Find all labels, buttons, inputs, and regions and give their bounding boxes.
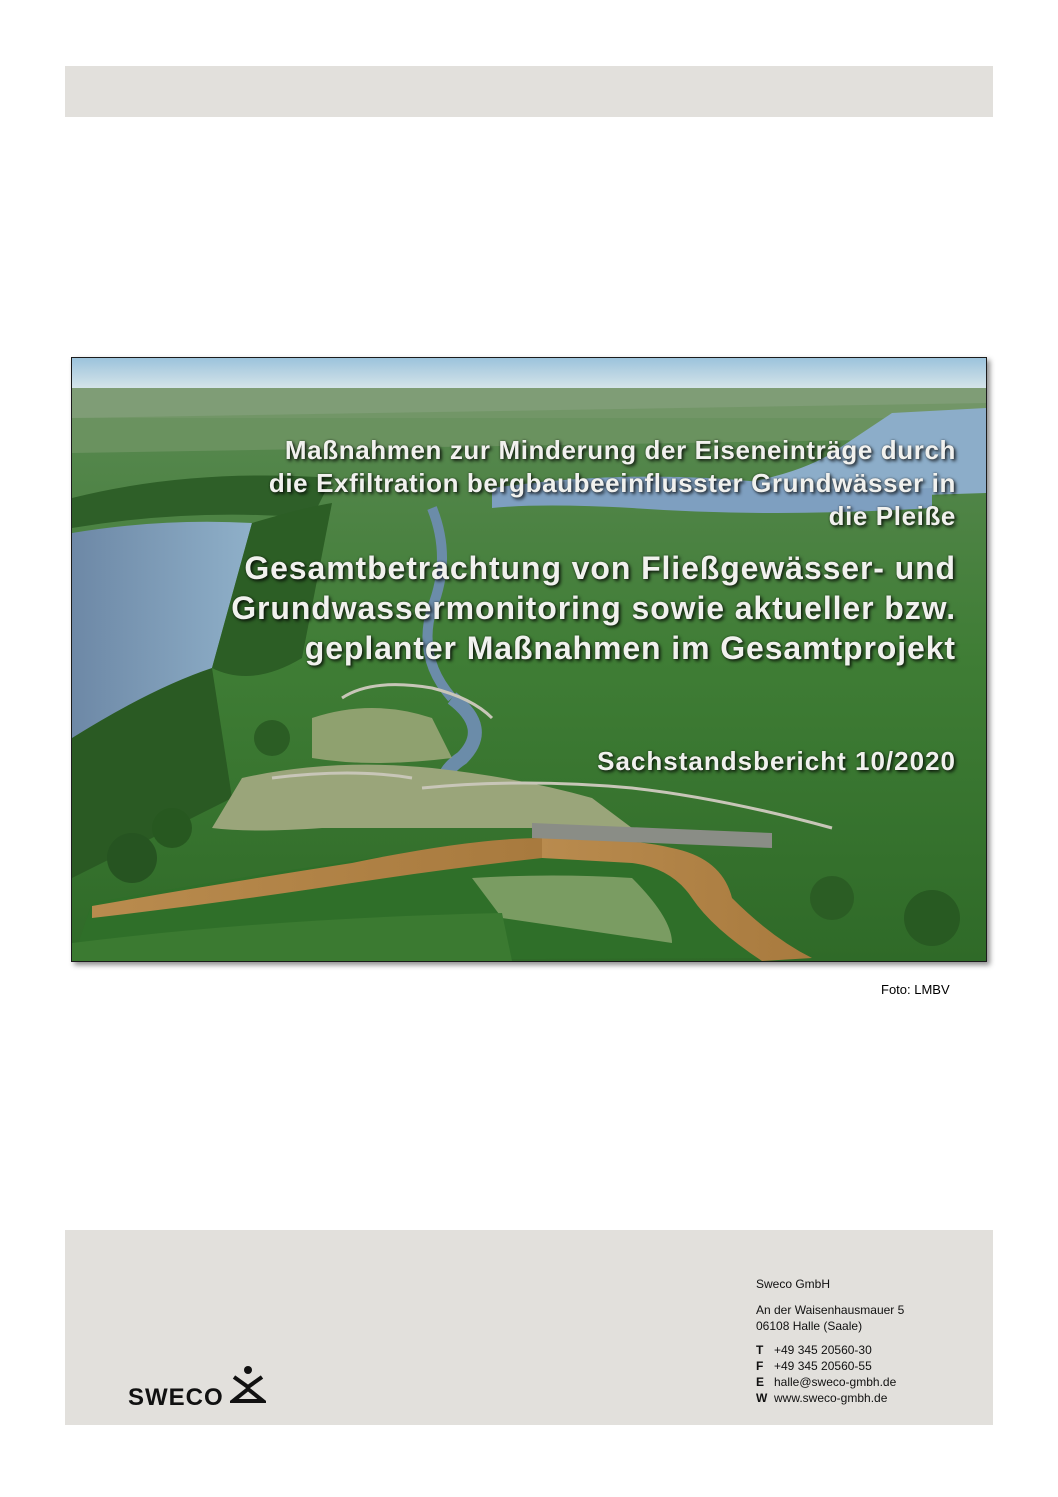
contact-value[interactable]: halle@sweco-gmbh.de bbox=[774, 1375, 897, 1389]
subtitle-line: Maßnahmen zur Minderung der Eiseneinträge durch bbox=[284, 435, 956, 465]
contact-fax bbox=[756, 1358, 904, 1374]
title-line: Grundwassermonitoring sowie aktueller bzw. bbox=[231, 590, 956, 626]
company-address bbox=[756, 1276, 904, 1406]
contact-email bbox=[756, 1374, 904, 1390]
report-label: Sachstandsbericht 10/2020 bbox=[597, 746, 956, 776]
footer-band bbox=[65, 1230, 993, 1425]
contact-value: +49 345 20560-30 bbox=[774, 1343, 872, 1357]
address-line: An der Waisenhausmauer 5 bbox=[756, 1303, 905, 1317]
cover-text-overlay bbox=[72, 358, 986, 961]
cover-title bbox=[126, 548, 956, 668]
company-name: Sweco GmbH bbox=[756, 1277, 831, 1291]
contact-phone bbox=[756, 1342, 904, 1358]
sweco-logo bbox=[128, 1365, 266, 1412]
contact-key: T bbox=[756, 1343, 764, 1357]
contact-value[interactable]: www.sweco-gmbh.de bbox=[774, 1391, 888, 1405]
contact-web bbox=[756, 1390, 904, 1406]
cover-subtitle bbox=[156, 434, 956, 533]
contact-key: E bbox=[756, 1375, 765, 1389]
subtitle-line: die Pleiße bbox=[828, 501, 956, 531]
contact-list bbox=[756, 1342, 904, 1406]
street-address bbox=[756, 1302, 904, 1334]
photo-credit: Foto: LMBV bbox=[881, 982, 950, 997]
address-line: 06108 Halle (Saale) bbox=[756, 1319, 863, 1333]
logo-text: SWECO bbox=[128, 1384, 224, 1411]
title-line: Gesamtbetrachtung von Fließgewässer- und bbox=[244, 550, 956, 586]
title-line: geplanter Maßnahmen im Gesamtprojekt bbox=[304, 630, 956, 666]
cover-photo bbox=[71, 357, 987, 962]
subtitle-line: die Exfiltration bergbaubeeinflusster Grundwässer in bbox=[268, 468, 956, 498]
contact-value: +49 345 20560-55 bbox=[774, 1359, 872, 1373]
header-band bbox=[65, 66, 993, 117]
contact-key: W bbox=[756, 1391, 768, 1405]
sweco-figure-icon bbox=[230, 1365, 266, 1410]
contact-key: F bbox=[756, 1359, 764, 1373]
